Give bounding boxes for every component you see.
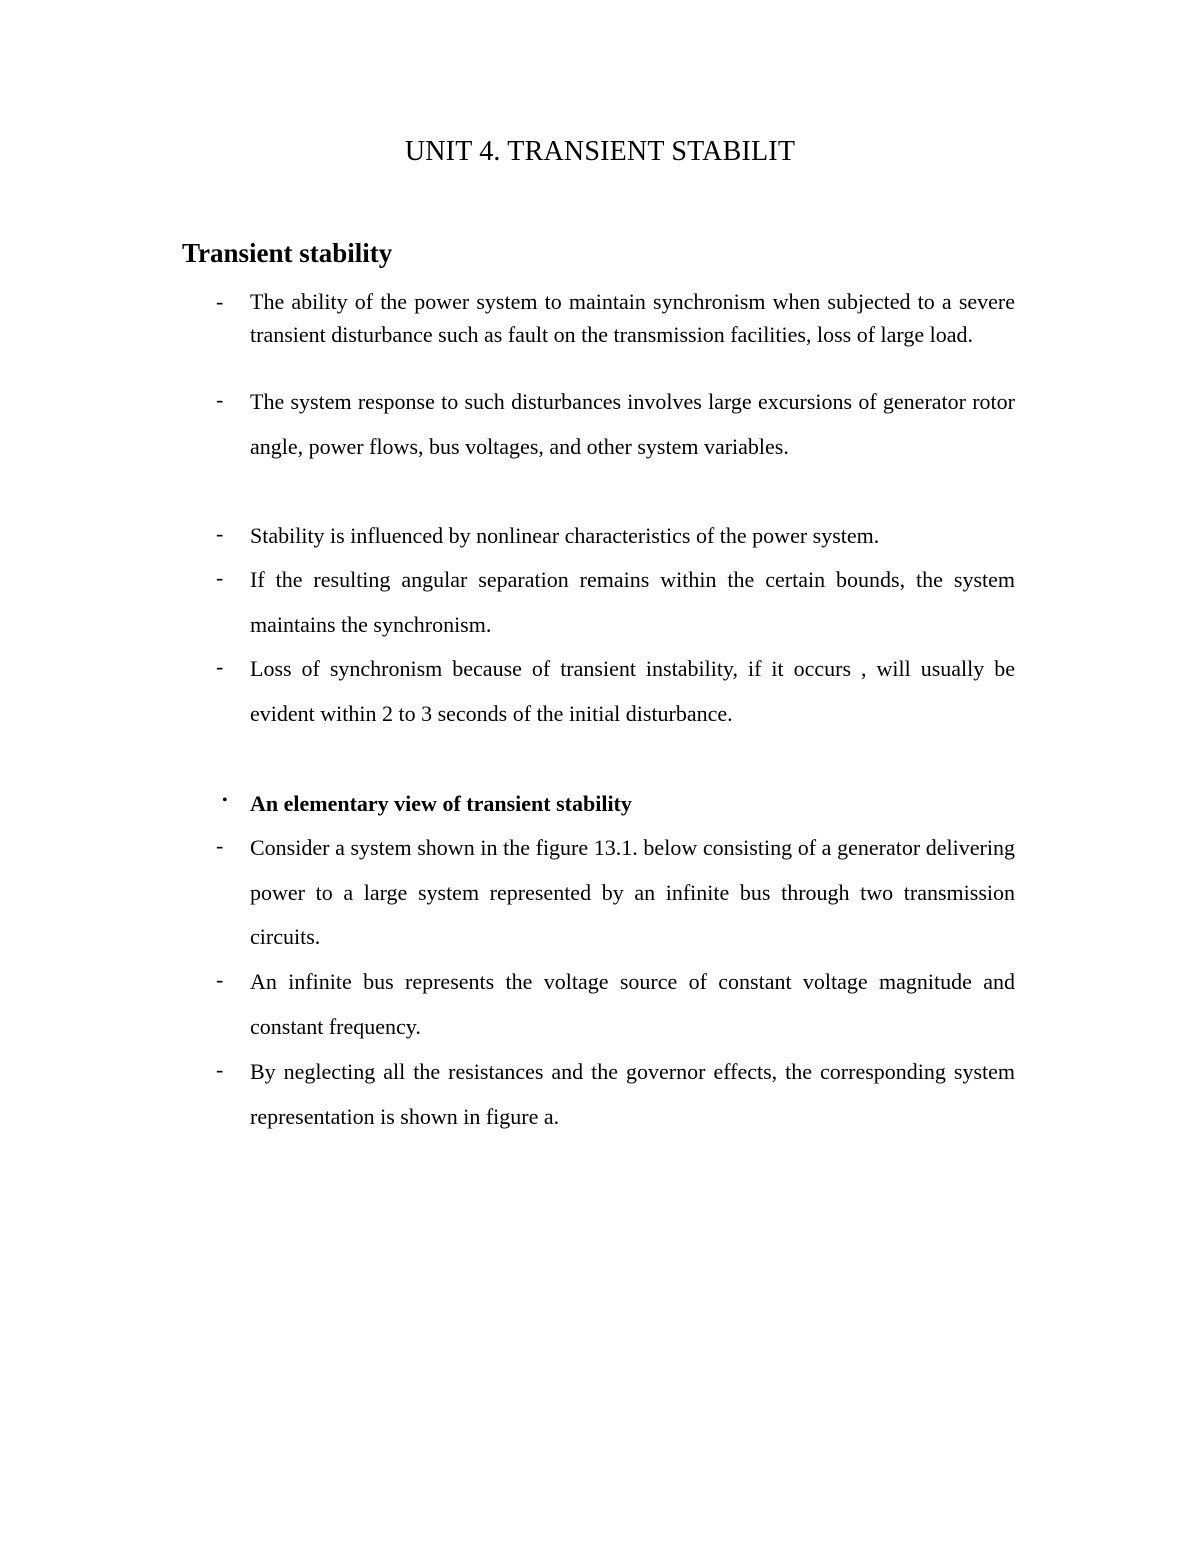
list-item-text: If the resulting angular separation remains within the certain bounds, the system maintains the synchronism. [250, 567, 1015, 637]
list-item-text: An infinite bus represents the voltage source of constant voltage magnitude and constant frequency. [250, 969, 1015, 1039]
dash-marker: - [216, 1057, 224, 1082]
section-heading: Transient stability [182, 238, 393, 268]
list-item-text: Loss of synchronism because of transient instability, if it occurs , will usually be evident within 2 to 3 seconds of the initial disturbance. [250, 656, 1015, 726]
dash-marker: - [216, 967, 224, 992]
dash-marker: - [216, 387, 224, 412]
bullet-icon: • [222, 792, 228, 809]
unit-title: UNIT 4. TRANSIENT STABILIT [404, 136, 796, 167]
list-item-text: Consider a system shown in the figure 13.1. below consisting of a generator delivering power to a large system represented by an infinite bus through two transmission circuits. [250, 835, 1015, 949]
dash-marker: - [216, 289, 224, 314]
list-item-text: By neglecting all the resistances and the governor effects, the corresponding system representation is shown in figure a. [250, 1059, 1015, 1129]
dash-marker: - [216, 833, 224, 858]
dash-marker: - [216, 521, 224, 546]
subsection-heading: An elementary view of transient stability [250, 791, 632, 816]
list-item-text: The system response to such disturbances involves large excursions of generator rotor angle, power flows, bus voltages, and other system variables. [250, 389, 1015, 459]
dash-marker: - [216, 654, 224, 679]
list-item-text: Stability is influenced by nonlinear characteristics of the power system. [250, 523, 880, 548]
dash-marker: - [216, 565, 224, 590]
list-item-text: The ability of the power system to maintain synchronism when subjected to a severe transient disturbance such as fault on the transmission facilities, loss of large load. [250, 289, 1015, 347]
